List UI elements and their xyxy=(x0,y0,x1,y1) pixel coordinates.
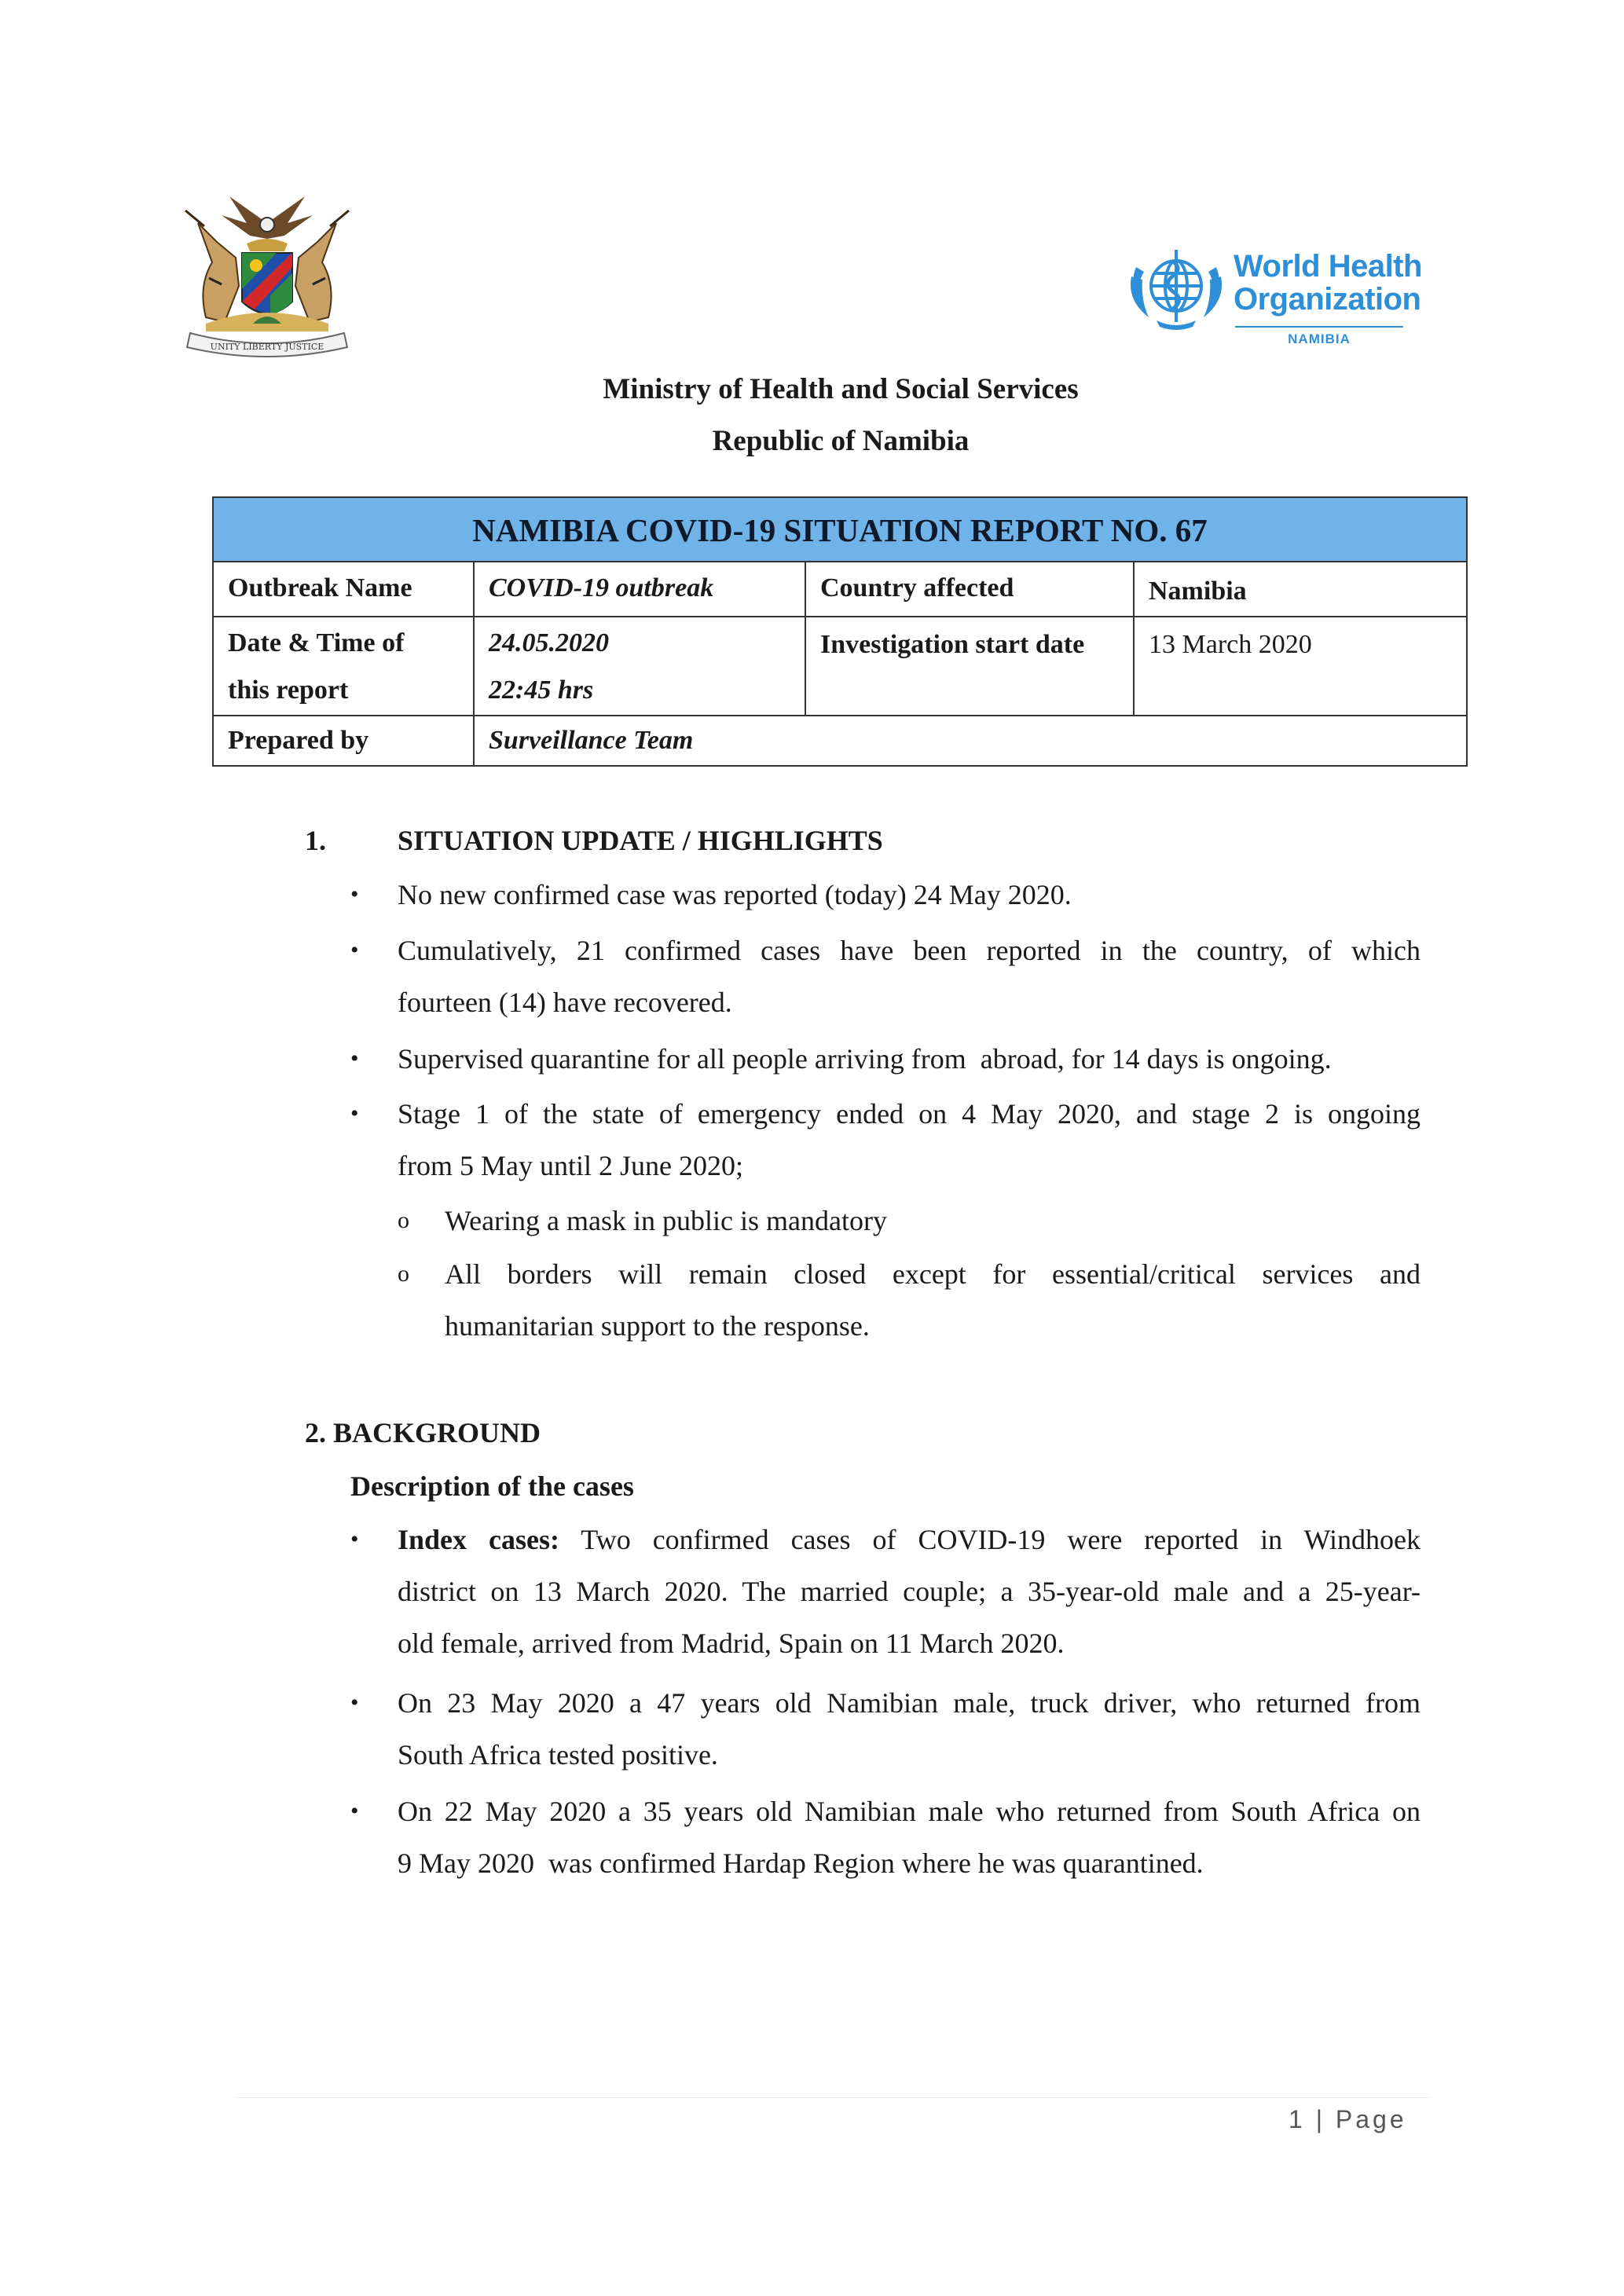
prepared-by-value: Surveillance Team xyxy=(489,726,694,755)
who-emblem-icon xyxy=(1125,245,1227,331)
prepared-by-label: Prepared by xyxy=(228,726,369,755)
s2-bullet-2-line2: South Africa tested positive. xyxy=(398,1739,718,1771)
republic-heading: Republic of Namibia xyxy=(712,425,970,457)
s2-bullet-2-line1: On 23 May 2020 a 47 years old Namibian male, truck driver, who returned from xyxy=(398,1687,1421,1719)
who-logo-rule xyxy=(1235,326,1403,328)
investigation-start-value: 13 March 2020 xyxy=(1149,630,1312,659)
sub-bullet-icon: o xyxy=(398,1207,409,1233)
s2-bullet-3-line1: On 22 May 2020 a 35 years old Namibian male who returned from South Africa on xyxy=(398,1796,1421,1827)
who-logo-text xyxy=(1234,250,1422,316)
who-logo-country: NAMIBIA xyxy=(1288,331,1351,346)
s2-bullet-1-line2: district on 13 March 2020. The married couple; a 35-year-old male and a 25-year- xyxy=(398,1576,1421,1607)
s1-sub-bullet-1: Wearing a mask in public is mandatory xyxy=(445,1205,887,1236)
sub-bullet-icon: o xyxy=(398,1261,409,1287)
bullet-icon: • xyxy=(350,937,359,963)
who-logo-line1: World Health xyxy=(1234,249,1422,284)
who-logo-line2: Organization xyxy=(1234,282,1421,317)
bullet-icon: • xyxy=(350,1100,359,1126)
s1-bullet-2-line1: Cumulatively, 21 confirmed cases have been reported in the country, of which xyxy=(398,935,1421,966)
section-2-title: 2. BACKGROUND xyxy=(305,1417,541,1448)
bullet-icon: • xyxy=(350,1690,359,1716)
s2-bullet-3-line2: 9 May 2020 was confirmed Hardap Region where he was quarantined. xyxy=(398,1847,1204,1879)
report-title: NAMIBIA COVID-19 SITUATION REPORT NO. 67 xyxy=(214,498,1466,562)
report-info-table xyxy=(212,496,1468,767)
outbreak-name-label: Outbreak Name xyxy=(228,573,412,602)
section-1-number: 1. xyxy=(305,825,326,856)
section-2-subtitle: Description of the cases xyxy=(350,1470,634,1502)
s2-bullet-1-line1 xyxy=(398,1522,1421,1557)
coat-of-arms-motto: UNITY LIBERTY JUSTICE xyxy=(210,342,324,352)
s1-sub-bullet-2-line2: humanitarian support to the response. xyxy=(445,1310,870,1342)
s1-bullet-4-line2: from 5 May until 2 June 2020; xyxy=(398,1150,743,1181)
index-cases-lead: Index cases: xyxy=(398,1524,559,1555)
bullet-icon: • xyxy=(350,1045,359,1071)
s1-bullet-3: Supervised quarantine for all people arriving from abroad, for 14 days is ongoing. xyxy=(398,1043,1332,1075)
s1-bullet-1: No new confirmed case was reported (today) 24 May 2020. xyxy=(398,879,1072,910)
ministry-heading: Ministry of Health and Social Services xyxy=(603,373,1079,405)
namibia-coat-of-arms-logo xyxy=(174,192,360,358)
report-date-value: 24.05.2020 xyxy=(489,628,609,657)
footer-rule xyxy=(236,2097,1430,2098)
country-affected-label: Country affected xyxy=(820,573,1014,602)
country-affected-value: Namibia xyxy=(1149,577,1247,606)
bullet-icon: • xyxy=(350,1526,359,1552)
page-number: 1 | Page xyxy=(1289,2105,1407,2133)
outbreak-name-value: COVID-19 outbreak xyxy=(489,573,714,602)
table-divider xyxy=(214,616,1466,617)
investigation-start-label: Investigation start date xyxy=(820,630,1085,659)
date-time-label-line2: this report xyxy=(228,676,349,705)
s2-bullet-1-line3: old female, arrived from Madrid, Spain on 11 March 2020. xyxy=(398,1628,1065,1659)
s1-sub-bullet-2-line1: All borders will remain closed except for essential/critical services and xyxy=(445,1258,1421,1290)
s1-bullet-4-line1: Stage 1 of the state of emergency ended on 4 May 2020, and stage 2 is ongoing xyxy=(398,1098,1421,1130)
bullet-icon: • xyxy=(350,1798,359,1824)
section-1-title: SITUATION UPDATE / HIGHLIGHTS xyxy=(398,825,883,856)
index-cases-text: Two confirmed cases of COVID-19 were reported in Windhoek xyxy=(559,1524,1421,1555)
report-time-value: 22:45 hrs xyxy=(489,676,594,705)
bullet-icon: • xyxy=(350,881,359,907)
date-time-label-line1: Date & Time of xyxy=(228,628,405,657)
s1-bullet-2-line2: fourteen (14) have recovered. xyxy=(398,987,732,1018)
